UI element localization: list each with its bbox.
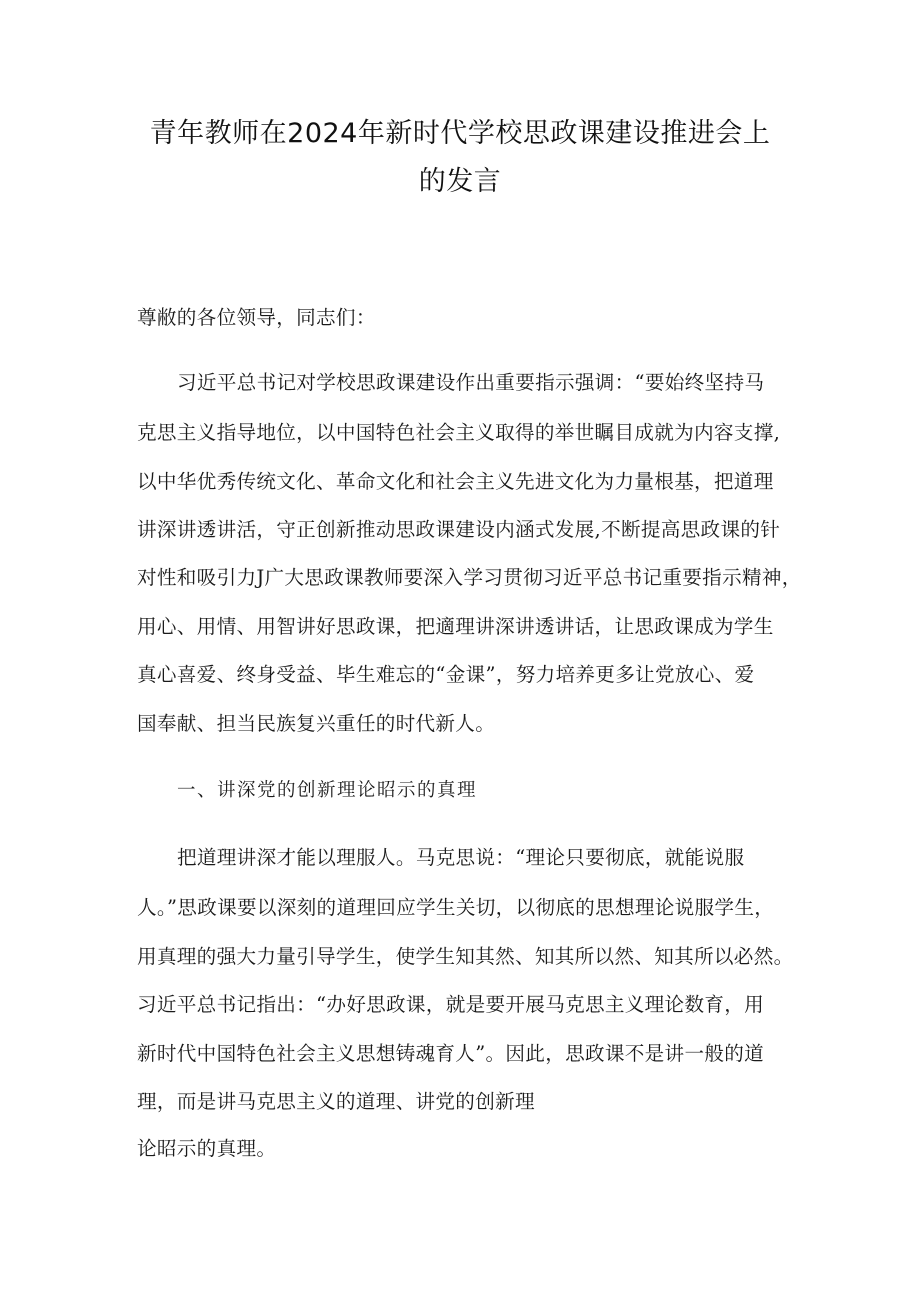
paragraph2-line: 新时代中国特色社会主义思想铸魂育人”。因此，思政课不是讲一般的道 <box>137 1042 765 1065</box>
paragraph2-line: 理，而是讲马克思主义的道理、讲党的创新理 <box>137 1090 535 1113</box>
paragraph1-line: 用心、用情、用智讲好思政课，把適理讲深讲透讲话，让思政课成为学生 <box>137 615 774 638</box>
paragraph1-line: 讲深讲透讲活，守正创新推动思政课建设内涵式发展,不断提高思政课的针 <box>137 518 781 541</box>
section-heading: 一、讲深党的创新理论昭示的真理 <box>177 780 478 801</box>
paragraph2-line: 用真理的强大力量引导学生，使学生知其然、知其所以然、知其所以必然。 <box>137 945 794 968</box>
paragraph1-line: 克思主义指导地位，以中国特色社会主义取得的举世瞩目成就为内容支撑, <box>137 421 781 444</box>
paragraph2-line: 人。”思政课要以深刻的道理回应学生关切，以彻底的思想理论说服学生， <box>137 896 775 919</box>
paragraph1-line: 真心喜爱、终身受益、毕生难忘的“金课”，努力培养更多让党放心、爱 <box>137 663 755 686</box>
paragraph2-line: 习近平总书记指出：“办好思政课，就是要开展马克思主义理论数育，用 <box>137 993 765 1016</box>
salutation: 尊敝的各位领导，同志们： <box>137 306 376 329</box>
document-title-line-2: 的发言 <box>418 166 502 197</box>
paragraph1-line: 习近平总书记对学校思政课建设作出重要指示强调：“要始终坚持马 <box>177 371 765 394</box>
paragraph2-line: 论昭示的真理。 <box>137 1137 277 1160</box>
document-title-line-1: 青年教师在2024年新时代学校思政课建设推进会上 <box>149 118 771 149</box>
paragraph1-line: 以中华优秀传统文化、革命文化和社会主义先进文化为力量根基，把道理 <box>137 470 774 493</box>
paragraph2-line: 把道理讲深才能以理服人。马克思说：“理论只要彻底，就能说服 <box>177 846 745 869</box>
paragraph1-line: 国奉献、担当民族复兴重任的时代新人。 <box>137 712 496 735</box>
paragraph1-line: 对性和吸引力J广大思政课教师要深入学习贯彻习近平总书记重要指示精神， <box>137 566 802 589</box>
